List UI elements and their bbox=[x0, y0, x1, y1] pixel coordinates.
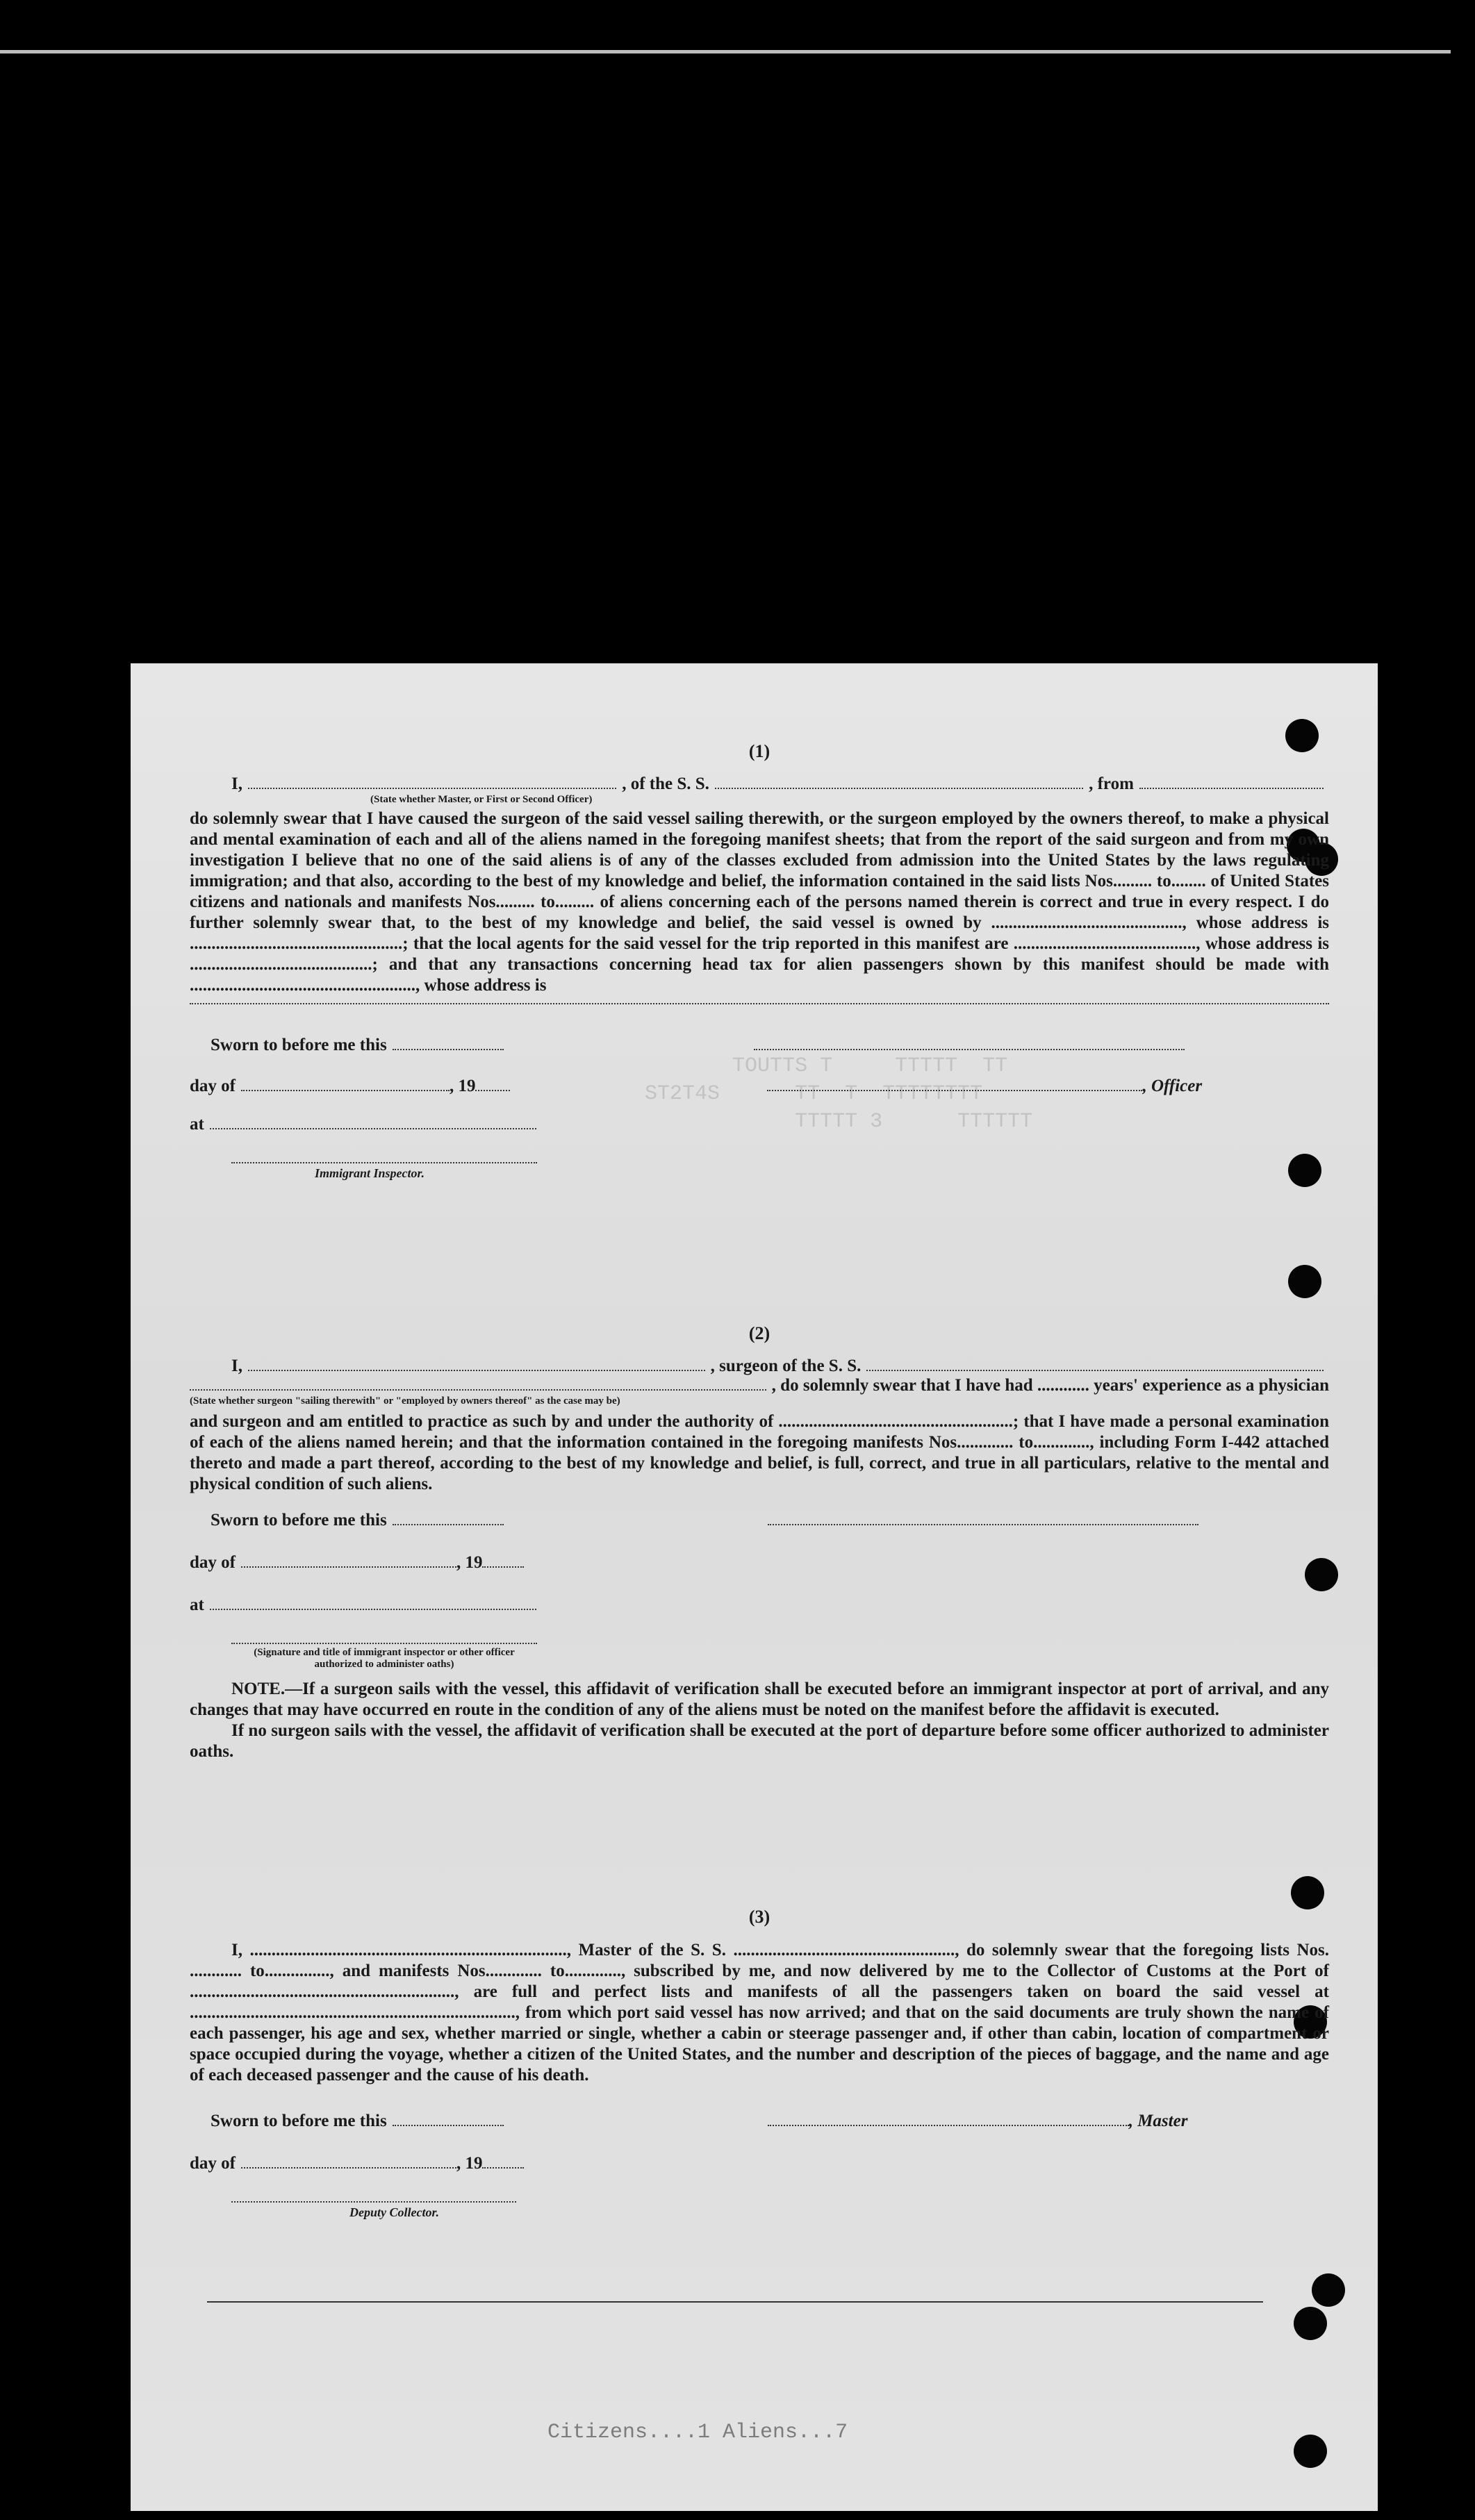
blank-field bbox=[210, 1595, 536, 1610]
bottom-rule bbox=[207, 2301, 1263, 2303]
section-number: (1) bbox=[748, 741, 771, 761]
blank-field bbox=[393, 1035, 504, 1050]
blank-field bbox=[241, 2153, 456, 2169]
at-row: at bbox=[190, 1595, 1329, 1615]
bleed-through-text: TOUTTS T TTTTT TT ST2T4S TT T TTTTTTTT TTTTT 3 TTTTTT bbox=[645, 1054, 1033, 1134]
blank-field bbox=[767, 1076, 1142, 1091]
surgeon-signature-field bbox=[768, 1510, 1198, 1525]
blank-field bbox=[241, 1552, 456, 1568]
officer-signature-field bbox=[754, 1035, 1185, 1050]
blank-field bbox=[482, 2153, 524, 2169]
affidavit-section-1 bbox=[190, 741, 1329, 1181]
blank-field bbox=[482, 1552, 524, 1568]
blank-field bbox=[190, 1389, 766, 1391]
oath-line: I, , of the S. S. , from bbox=[190, 774, 1329, 794]
blank-field bbox=[248, 788, 616, 789]
passenger-count-stamp: Citizens....1 Aliens...7 bbox=[547, 2421, 848, 2444]
blank-field bbox=[248, 1370, 705, 1371]
blank-field bbox=[393, 1510, 504, 1525]
blank-field bbox=[210, 1114, 536, 1129]
manifest-back-page bbox=[131, 663, 1378, 2511]
section-number: (2) bbox=[748, 1323, 771, 1343]
surgeon-oath-body: and surgeon and am entitled to practice as such by and under the authority of ......................................................; that I have made a personal examination of each of the aliens named herein; and that the information contained in the foregoing manifests Nos............. to............., including Form I-442 attached thereto and made a part thereof, according to the best of my knowledge and belief, is full, correct, and true in all particulars, relative to the mental and physical condition of such aliens. bbox=[190, 1412, 1329, 1493]
punch-hole bbox=[1291, 1876, 1324, 1909]
note-paragraph-2: If no surgeon sails with the vessel, the affidavit of verification shall be executed at the port of departure before some officer authorized to administer oaths. bbox=[190, 1721, 1329, 1761]
punch-hole bbox=[1294, 2435, 1327, 2468]
blank-field bbox=[190, 1003, 1329, 1004]
field-note: (State whether Master, or First or Second Officer) bbox=[370, 794, 593, 805]
master-signature-field bbox=[768, 2111, 1129, 2126]
field-note: (State whether surgeon "sailing therewith" or "employed by owners thereof" as the case may be) bbox=[190, 1395, 620, 1407]
section-number: (3) bbox=[748, 1907, 771, 1927]
affidavit-section-3 bbox=[190, 1907, 1329, 2220]
blank-field bbox=[393, 2111, 504, 2126]
blank-field bbox=[866, 1370, 1324, 1371]
day-row: day of , 19 bbox=[190, 2153, 1329, 2173]
blank-field bbox=[475, 1076, 510, 1091]
sworn-row: Sworn to before me this bbox=[211, 1035, 1329, 1055]
master-oath-body: I, ........................................................................., Master of the S. S. ..................................................., do solemnly swear that the foregoing lists Nos. ............ to..............., and manifests Nos............. to............., subscribed by me, and now delivered by me to the Collector of Customs at the Port of ............................................................., are full and perfect lists and manifests of all the passengers taken on board the said vessel at ..........................................................................., from which port said vessel has now arrived; and that on the said documents are truly shown the name of each passenger, his age and sex, whether married or single, whether a cabin or steerage passenger and, if other than cabin, location of compartment or space occupied during the voyage, whether a citizen of the United States, and the number and description of the pieces of baggage, and the name and age of each deceased passenger and the cause of his death. bbox=[190, 1941, 1329, 2084]
at-row: at bbox=[190, 1114, 1329, 1134]
signature-note: (Signature and title of immigrant inspector or other officer authorized to administer oaths) bbox=[254, 1647, 515, 1670]
punch-hole bbox=[1294, 2307, 1327, 2340]
day-row: day of , 19 , Officer bbox=[190, 1077, 1203, 1095]
collector-signature-field bbox=[231, 2201, 516, 2203]
punch-hole bbox=[1288, 1265, 1321, 1298]
sworn-row: Sworn to before me this , Master bbox=[211, 2112, 1188, 2130]
punch-hole bbox=[1312, 2273, 1345, 2307]
inspector-label: Immigrant Inspector. bbox=[315, 1166, 425, 1180]
inspector-signature-field bbox=[231, 1162, 537, 1163]
affidavit-section-2 bbox=[190, 1323, 1329, 1762]
surgeon-line: I, , surgeon of the S. S. bbox=[190, 1357, 1329, 1376]
scan-top-line bbox=[0, 50, 1451, 53]
experience-line: , do solemnly swear that I have had ............ years' experience as a physician bbox=[190, 1376, 1329, 1395]
deputy-label: Deputy Collector. bbox=[349, 2205, 439, 2219]
sworn-row: Sworn to before me this bbox=[211, 1510, 1329, 1530]
note-paragraph: NOTE.—If a surgeon sails with the vessel, this affidavit of verification shall be executed before an immigrant inspector at port of arrival, and any changes that may have occurred en route in the condition of any of the aliens must be noted on the manifest before the affidavit is executed. bbox=[190, 1680, 1329, 1719]
oath-body: do solemnly swear that I have caused the surgeon of the said vessel sailing therewith, or the surgeon employed by the owners thereof, to make a physical and mental examination of each and all of the aliens named in the foregoing manifest sheets; that from the report of the said surgeon and from my own investigation I believe that no one of the said aliens is of any of the classes excluded from admission into the United States by the laws regulating immigration; and that also, according to the best of my knowledge and belief, the information contained in the said lists Nos......... to........ of United States citizens and nationals and manifests Nos......... to......... of aliens concerning each of the persons named therein is correct and true in every respect. I do further solemnly swear that, to the best of my knowledge and belief, the said vessel is owned by ............................................, whose address is .................................................; that the local agents for the said vessel for the trip reported in this manifest are .........................................., whose address is ..........................................; and that any transactions concerning head tax for alien passengers shown by this manifest should be made with ...................................................., whose address is bbox=[190, 809, 1329, 995]
inspector-signature-field bbox=[231, 1643, 537, 1644]
blank-field bbox=[241, 1076, 450, 1091]
blank-field bbox=[715, 788, 1083, 789]
blank-field bbox=[1139, 788, 1324, 789]
day-row: day of , 19 bbox=[190, 1552, 1329, 1573]
